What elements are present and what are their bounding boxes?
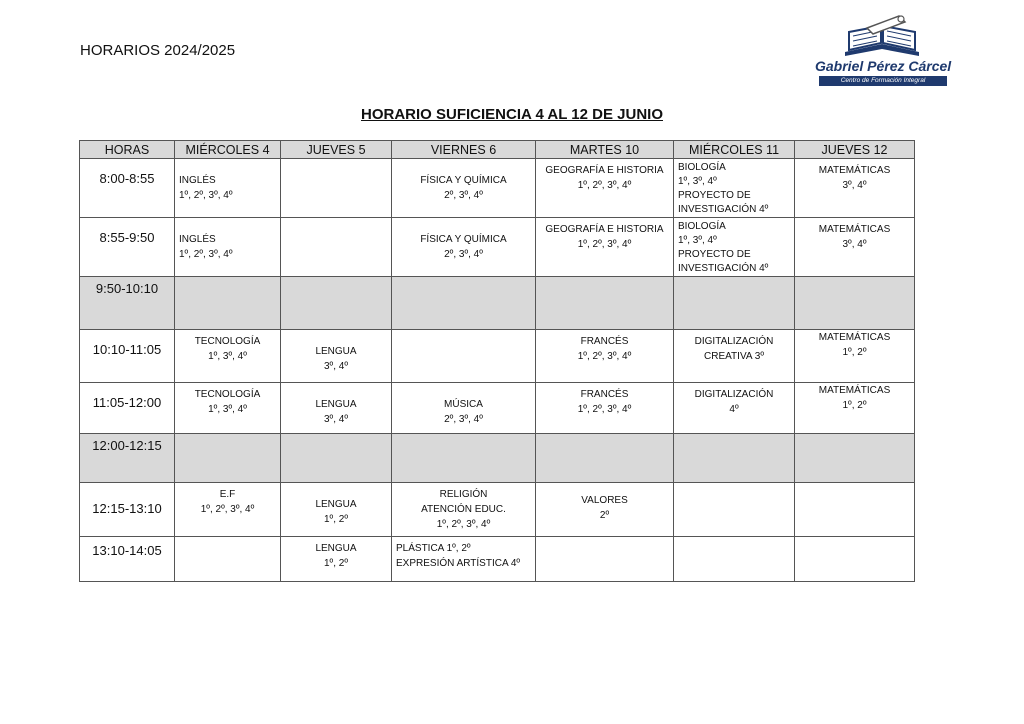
break-cell (281, 434, 392, 483)
subject-cell (175, 483, 281, 537)
book-scroll-logo-icon (837, 14, 927, 58)
subject-cell (392, 218, 536, 277)
subject-cell (536, 383, 674, 434)
subject-cell (175, 159, 281, 218)
break-cell (536, 277, 674, 330)
table-row (80, 159, 915, 218)
subject-text (281, 277, 391, 281)
header-row (80, 141, 915, 159)
subject-text: FRANCÉS 1º, 2º, 3º, 4º (577, 336, 632, 362)
subject-cell (674, 383, 795, 434)
subject-text (674, 483, 794, 487)
break-cell (175, 434, 281, 483)
table-row (80, 383, 915, 434)
time-cell: 10:10-11:05 (80, 330, 175, 383)
time-cell: 11:05-12:00 (80, 383, 175, 434)
table-row (80, 483, 915, 537)
subject-cell (281, 159, 392, 218)
subject-text (392, 277, 535, 281)
subject-cell (392, 483, 536, 537)
subject-cell (281, 537, 392, 582)
subject-cell (795, 383, 915, 434)
subject-text: MATEMÁTICAS 1º, 2º (818, 385, 891, 411)
subject-text: BIOLOGÍA 1º, 3º, 4º PROYECTO DE INVESTIGACIÓN 4º (678, 221, 769, 274)
header-jueves-5: JUEVES 5 (281, 141, 392, 159)
subject-text (281, 159, 391, 163)
time-cell: 12:00-12:15 (80, 434, 175, 483)
subject-cell (536, 330, 674, 383)
subject-text: MATEMÁTICAS 1º, 2º (818, 332, 891, 358)
subject-cell (536, 218, 674, 277)
subject-text (536, 537, 673, 541)
subject-text: TECNOLOGÍA 1º, 3º, 4º (194, 389, 261, 415)
subject-text: RELIGIÓN ATENCIÓN EDUC. 1º, 2º, 3º, 4º (421, 489, 506, 530)
subject-text (536, 277, 673, 281)
subject-text: VALORES 2º (581, 495, 628, 521)
subject-text: MATEMÁTICAS 3º, 4º (818, 224, 891, 250)
subject-text: FRANCÉS 1º, 2º, 3º, 4º (577, 389, 632, 415)
break-cell (674, 277, 795, 330)
page-header: HORARIOS 2024/2025 (80, 42, 236, 59)
subject-text (175, 277, 280, 281)
subject-text: FÍSICA Y QUÍMICA 2º, 3º, 4º (420, 234, 507, 260)
subject-cell (392, 330, 536, 383)
subject-cell (795, 218, 915, 277)
time-cell: 13:10-14:05 (80, 537, 175, 582)
subject-text: INGLÉS 1º, 2º, 3º, 4º (179, 175, 233, 201)
subject-text: PLÁSTICA 1º, 2º EXPRESIÓN ARTÍSTICA 4º (396, 543, 521, 569)
subject-text: MATEMÁTICAS 3º, 4º (818, 165, 891, 191)
subject-cell (536, 483, 674, 537)
subject-text (281, 434, 391, 438)
schedule-table (79, 140, 915, 582)
subject-text: BIOLOGÍA 1º, 3º, 4º PROYECTO DE INVESTIGACIÓN 4º (678, 162, 769, 215)
subject-text: DIGITALIZACIÓN CREATIVA 3º (694, 336, 774, 362)
subject-cell (175, 330, 281, 383)
subject-cell (674, 159, 795, 218)
subject-cell (392, 159, 536, 218)
subject-text (795, 537, 914, 541)
subject-cell (674, 537, 795, 582)
subject-text (674, 537, 794, 541)
subject-text: E.F 1º, 2º, 3º, 4º (200, 489, 255, 515)
subject-text (392, 330, 535, 334)
break-cell (795, 277, 915, 330)
subject-text: GEOGRAFÍA E HISTORIA 1º, 2º, 3º, 4º (545, 224, 664, 250)
header-miercoles-11: MIÉRCOLES 11 (674, 141, 795, 159)
subject-cell (281, 330, 392, 383)
subject-text (795, 483, 914, 487)
subject-text (536, 434, 673, 438)
header-jueves-12: JUEVES 12 (795, 141, 915, 159)
schedule-title: HORARIO SUFICIENCIA 4 AL 12 DE JUNIO (361, 106, 663, 123)
subject-cell (175, 218, 281, 277)
subject-cell (674, 218, 795, 277)
subject-text: FÍSICA Y QUÍMICA 2º, 3º, 4º (420, 175, 507, 201)
subject-text (795, 434, 914, 438)
subject-text: LENGUA 1º, 2º (315, 543, 357, 569)
subject-text: DIGITALIZACIÓN 4º (694, 389, 774, 415)
break-cell (674, 434, 795, 483)
header-viernes-6: VIERNES 6 (392, 141, 536, 159)
subject-text (674, 277, 794, 281)
subject-text: LENGUA 1º, 2º (315, 499, 357, 525)
break-cell (175, 277, 281, 330)
subject-cell (392, 383, 536, 434)
subject-cell (281, 383, 392, 434)
subject-text: TECNOLOGÍA 1º, 3º, 4º (194, 336, 261, 362)
subject-cell (392, 537, 536, 582)
subject-text (175, 434, 280, 438)
subject-text (795, 277, 914, 281)
subject-text: MÚSICA 2º, 3º, 4º (444, 399, 483, 425)
subject-text: GEOGRAFÍA E HISTORIA 1º, 2º, 3º, 4º (545, 165, 664, 191)
subject-text: LENGUA 3º, 4º (315, 346, 357, 372)
subject-cell (795, 537, 915, 582)
subject-text: INGLÉS 1º, 2º, 3º, 4º (179, 234, 233, 260)
table-row (80, 537, 915, 582)
break-cell (281, 277, 392, 330)
subject-cell (795, 330, 915, 383)
table-row (80, 434, 915, 483)
subject-cell (674, 483, 795, 537)
table-row (80, 277, 915, 330)
subject-cell (175, 383, 281, 434)
subject-text (175, 537, 280, 541)
break-cell (536, 434, 674, 483)
school-logo (815, 14, 950, 86)
break-cell (795, 434, 915, 483)
subject-cell (795, 483, 915, 537)
subject-cell (281, 483, 392, 537)
subject-cell (795, 159, 915, 218)
subject-cell (281, 218, 392, 277)
time-cell: 9:50-10:10 (80, 277, 175, 330)
subject-text (281, 218, 391, 222)
header-martes-10: MARTES 10 (536, 141, 674, 159)
logo-tagline: Centro de Formación Integral (819, 76, 947, 86)
time-cell: 8:00-8:55 (80, 159, 175, 218)
subject-text (674, 434, 794, 438)
subject-cell (674, 330, 795, 383)
subject-cell (536, 159, 674, 218)
subject-cell (175, 537, 281, 582)
break-cell (392, 434, 536, 483)
logo-name: Gabriel Pérez Cárcel (815, 58, 952, 74)
table-row (80, 330, 915, 383)
subject-text (392, 434, 535, 438)
header-horas: HORAS (80, 141, 175, 159)
subject-cell (536, 537, 674, 582)
time-cell: 12:15-13:10 (80, 483, 175, 537)
table-row (80, 218, 915, 277)
header-miercoles-4: MIÉRCOLES 4 (175, 141, 281, 159)
break-cell (392, 277, 536, 330)
subject-text: LENGUA 3º, 4º (315, 399, 357, 425)
time-cell: 8:55-9:50 (80, 218, 175, 277)
